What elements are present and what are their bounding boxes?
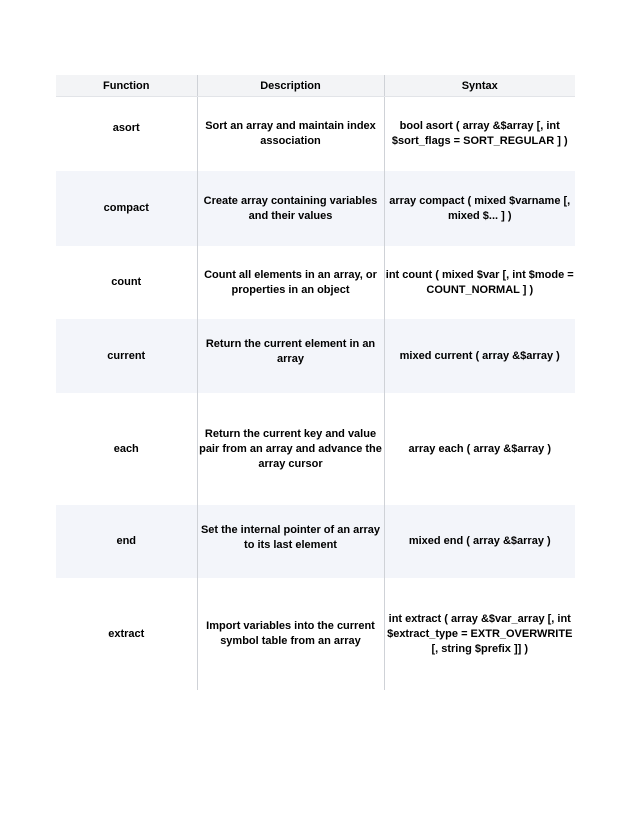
function-cell bbox=[56, 505, 197, 578]
table-header bbox=[56, 75, 575, 97]
header-description: Description bbox=[197, 75, 384, 97]
description-cell: Count all elements in an array, or properties in an object bbox=[197, 246, 384, 319]
syntax-cell: bool asort ( array &$array [, int $sort_flags = SORT_REGULAR ] ) bbox=[384, 97, 575, 172]
header-syntax: Syntax bbox=[384, 75, 575, 97]
function-cell bbox=[56, 393, 197, 505]
description-text: Set the internal pointer of an array to its last element bbox=[200, 523, 381, 551]
function-cell bbox=[56, 171, 197, 246]
function-name: each bbox=[113, 442, 139, 455]
description-cell bbox=[197, 505, 384, 578]
function-cell bbox=[56, 319, 197, 393]
header-row bbox=[56, 75, 575, 97]
function-cell bbox=[56, 578, 197, 690]
table-row bbox=[56, 319, 575, 393]
function-name: end bbox=[116, 535, 137, 547]
table-row bbox=[56, 171, 575, 246]
syntax-cell: int count ( mixed $var [, int $mode = COUNT_NORMAL ] ) bbox=[384, 246, 575, 319]
description-cell: Create array containing variables and their values bbox=[197, 171, 384, 246]
syntax-cell: int extract ( array &$var_array [, int $extract_type = EXTR_OVERWRITE [, string $prefix ]] ) bbox=[384, 578, 575, 690]
table-row bbox=[56, 505, 575, 578]
description-text: Return the current element in an array bbox=[205, 338, 376, 365]
table-row bbox=[56, 97, 575, 172]
function-name: asort bbox=[112, 121, 140, 134]
syntax-cell: array compact ( mixed $varname [, mixed $... ] ) bbox=[384, 171, 575, 246]
table-row bbox=[56, 246, 575, 319]
syntax-cell: array each ( array &$array ) bbox=[384, 393, 575, 505]
header-function: Function bbox=[56, 75, 197, 97]
description-cell: Import variables into the current symbol table from an array bbox=[197, 578, 384, 690]
table-body bbox=[56, 97, 575, 691]
function-name: extract bbox=[108, 627, 145, 640]
description-cell: Return the current key and value pair from an array and advance the array cursor bbox=[197, 393, 384, 505]
function-cell bbox=[56, 97, 197, 172]
description-cell bbox=[197, 319, 384, 393]
syntax-cell: mixed end ( array &$array ) bbox=[384, 505, 575, 578]
description-cell: Sort an array and maintain index association bbox=[197, 97, 384, 172]
table-row bbox=[56, 578, 575, 690]
table-row bbox=[56, 393, 575, 505]
syntax-cell: mixed current ( array &$array ) bbox=[384, 319, 575, 393]
function-name: compact bbox=[103, 202, 149, 214]
function-name: count bbox=[111, 276, 142, 288]
function-name: current bbox=[107, 349, 146, 362]
array-functions-table bbox=[56, 75, 575, 690]
function-cell bbox=[56, 246, 197, 319]
